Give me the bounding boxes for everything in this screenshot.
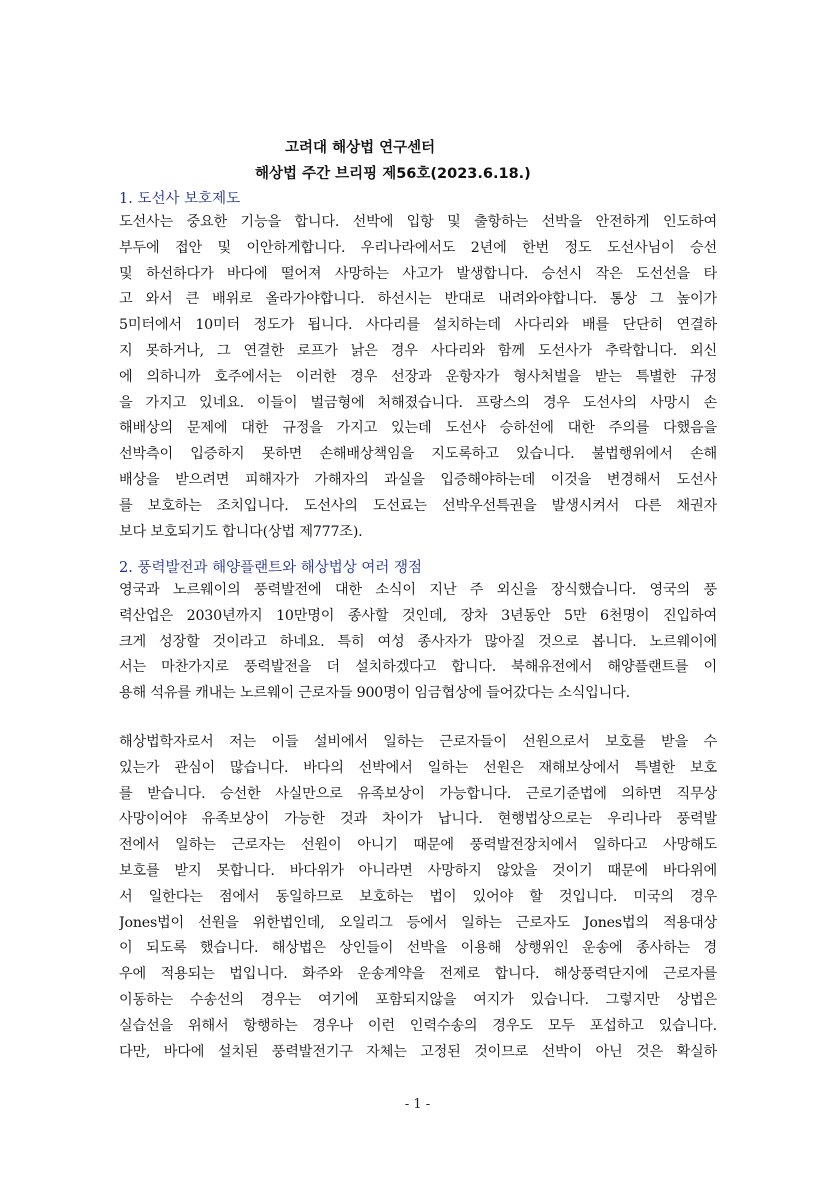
paragraph-line: 선박측이 입증하지 못하면 손해배상책임을 지도록하고 있습니다. 불법행위에서 손해 [119, 446, 717, 463]
paragraph-line: 크게 성장할 것이라고 하네요. 특히 여성 종사자가 많아질 것으로 봅니다. 노르웨이에 [119, 633, 717, 650]
section-1-title: 1. 도선사 보호제도 [119, 191, 241, 207]
paragraph-line: 실습선을 위해서 항행하는 경우나 이런 인력수송의 경우도 모두 포섭하고 있습니다. [119, 1017, 717, 1034]
center-name-heading: 고려대 해상법 연구센터 [285, 140, 436, 156]
paragraph-line: 다만, 바다에 설치된 풍력발전기구 자체는 고정된 것이므로 선박이 아닌 것은 확실하 [119, 1043, 717, 1060]
paragraph-line: 을 가지고 있네요. 이들이 벌금형에 처해졌습니다. 프랑스의 경우 도선사의 사망시 손 [119, 394, 717, 411]
paragraph-line: 부두에 접안 및 이안하게합니다. 우리나라에서도 2년에 한번 정도 도선사님이 승선 [119, 239, 717, 256]
paragraph-line: 도선사는 중요한 기능을 합니다. 선박에 입항 및 출항하는 선박을 안전하게 인도하여 [119, 214, 717, 230]
paragraph-line: 서 일한다는 점에서 동일하므로 보호하는 법이 있어야 할 것입니다. 미국의 경우 [119, 888, 717, 905]
paragraph-line: 배상을 받으려면 피해자가 가해자의 과실을 입증해야하는데 이것을 변경해서 도선사 [119, 471, 717, 488]
paragraph-line: 에 의하니까 호주에서는 이러한 경우 선장과 운항자가 형사처벌을 받는 특별한 규정 [119, 368, 717, 385]
paragraph-line: 보다 보호되기도 합니다(상법 제777조). [119, 523, 363, 540]
paragraph-line: 이동하는 수송선의 경우는 여기에 포함되지않을 여지가 있습니다. 그렇지만 상법은 [119, 991, 717, 1008]
paragraph-line: 서는 마찬가지로 풍력발전을 더 설치하겠다고 합니다. 북해유전에서 해양플랜트를 이 [119, 659, 717, 676]
paragraph-line: Jones법이 선원을 위한법인데, 오일리그 등에서 일하는 근로자도 Jones법의 적용대상 [119, 914, 717, 931]
paragraph-line: 우에 적용되는 법입니다. 화주와 운송계약을 전제로 합니다. 해상풍력단지에 근로자를 [119, 966, 717, 983]
briefing-title-heading: 해상법 주간 브리핑 제56호(2023.6.18.) [255, 166, 531, 182]
paragraph-line: 및 하선하다가 바다에 떨어져 사망하는 사고가 발생합니다. 승선시 작은 도선선을 타 [119, 265, 717, 282]
paragraph-line: 보호를 받지 못합니다. 바다위가 아니라면 사망하지 않았을 것이기 때문에 바다위에 [119, 862, 717, 879]
paragraph-line: 5미터에서 10미터 정도가 됩니다. 사다리를 설치하는데 사다리와 배를 단단히 연결하 [119, 317, 717, 334]
paragraph-line: 전에서 일하는 근로자는 선원이 아니기 때문에 풍력발전장치에서 일하다고 사망해도 [119, 837, 717, 854]
paragraph-line: 해상법학자로서 저는 이들 설비에서 일하는 근로자들이 선원으로서 보호를 받을 수 [119, 734, 717, 750]
paragraph-line: 있는가 관심이 많습니다. 바다의 선박에서 일하는 선원은 재해보상에서 특별한 보호 [119, 759, 717, 776]
paragraph-line: 이 되도록 했습니다. 해상법은 상인들이 선박을 이용해 상행위인 운송에 종사하는 경 [119, 940, 717, 957]
page-number: - 1 - [404, 1097, 431, 1112]
paragraph-line: 를 받습니다. 승선한 사실만으로 유족보상이 가능합니다. 근로기준법에 의하면 직무상 [119, 785, 717, 802]
paragraph-line: 를 보호하는 조치입니다. 도선사의 도선료는 선박우선특권을 발생시켜서 다른 채권자 [119, 497, 717, 514]
section-3-paragraph [119, 730, 717, 1065]
section-2-title: 2. 풍력발전과 해양플랜트와 해상법상 여러 쟁점 [119, 560, 423, 576]
paragraph-line: 해배상의 문제에 대한 규정을 가지고 있는데 도선사 승하선에 대한 주의를 다했음을 [119, 420, 717, 437]
paragraph-line: 용해 석유를 캐내는 노르웨이 근로자들 900명이 임금협상에 들어갔다는 소식입니다. [119, 685, 630, 702]
paragraph-line: 지 못하거나, 그 연결한 로프가 낡은 경우 사다리와 함께 도선사가 추락합니다. 외신 [119, 342, 717, 359]
section-2-paragraph [119, 578, 717, 707]
paragraph-line: 력산업은 2030년까지 10만명이 종사할 것인데, 장차 3년동안 5만 6천명이 진입하여 [119, 607, 717, 624]
section-1-paragraph [119, 210, 717, 545]
paragraph-line: 영국과 노르웨이의 풍력발전에 대한 소식이 지난 주 외신을 장식했습니다. 영국의 풍 [119, 582, 717, 598]
paragraph-line: 고 와서 큰 배위로 올라가야합니다. 하선시는 반대로 내려와야합니다. 통상 그 높이가 [119, 291, 717, 308]
paragraph-line: 사망이어야 유족보상이 가능한 것과 차이가 납니다. 현행법상으로는 우리나라 풍력발 [119, 811, 717, 828]
